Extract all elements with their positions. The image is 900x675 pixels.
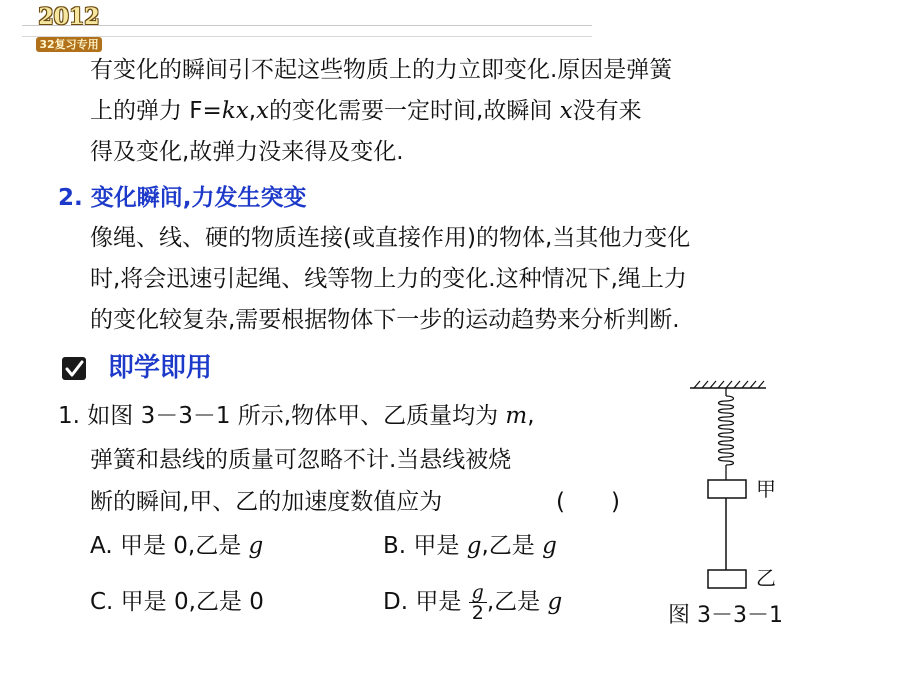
figure-caption: 图 3－3－1 xyxy=(668,603,783,628)
logo-year: 2012 xyxy=(38,4,100,30)
header-line xyxy=(22,25,592,26)
logo xyxy=(36,4,102,56)
question-text-end: , xyxy=(527,403,535,429)
answer-blank: ( ) xyxy=(556,489,620,515)
question-text: 1. 如图 3－3－1 所示,物体甲、乙质量均为 xyxy=(58,403,499,429)
paragraph-2-line-1: 像绳、线、硬的物质连接(或直接作用)的物体,当其他力变化 xyxy=(90,225,691,251)
math-var: g xyxy=(248,533,264,559)
text-segment: 上的弹力 F= xyxy=(90,98,222,124)
paragraph-2 xyxy=(90,218,690,341)
option-b-mid: ,乙是 xyxy=(481,533,535,559)
paragraph-2-line-3: 的变化较复杂,需要根据物体下一步的运动趋势来分析判断. xyxy=(90,307,680,333)
spring xyxy=(719,388,734,480)
section-heading-3: 即学即用 xyxy=(108,353,213,383)
paragraph-1-line-1: 有变化的瞬间引不起这些物质上的力立即变化.原因是弹簧 xyxy=(90,57,673,83)
question-line-2: 弹簧和悬线的质量可忽略不计.当悬线被烧 xyxy=(90,447,512,473)
option-b xyxy=(383,526,557,567)
option-b-text: B. 甲是 xyxy=(383,533,460,559)
block-jia-label: 甲 xyxy=(756,477,776,501)
text-segment: 没有来 xyxy=(572,98,642,124)
math-var: g xyxy=(547,589,563,615)
paragraph-1-line-3: 得及变化,故弹力没来得及变化. xyxy=(90,139,404,165)
math-var: kx xyxy=(221,98,249,124)
math-var: x xyxy=(559,98,573,124)
logo-subtitle: 32复习专用 xyxy=(36,37,102,52)
fraction xyxy=(469,582,487,623)
text-segment: 的变化需要一定时间,故瞬间 xyxy=(269,98,560,124)
ceiling xyxy=(690,381,766,388)
math-var: g xyxy=(466,533,482,559)
option-c: C. 甲是 0,乙是 0 xyxy=(90,589,264,615)
question-line-1 xyxy=(58,396,535,437)
header-line-secondary xyxy=(22,36,592,37)
math-var: m xyxy=(505,403,528,429)
block-yi-label: 乙 xyxy=(756,566,776,590)
paragraph-1-line-2 xyxy=(90,91,672,132)
block-yi xyxy=(708,570,746,588)
math-var: g xyxy=(542,533,557,559)
option-d-mid: ,乙是 xyxy=(486,589,541,615)
block-jia xyxy=(708,480,746,498)
fraction-denominator: 2 xyxy=(471,602,484,624)
option-d-text: D. 甲是 xyxy=(383,589,462,615)
question-line-3: 断的瞬间,甲、乙的加速度数值应为 xyxy=(90,489,443,515)
option-a-text: A. 甲是 0,乙是 xyxy=(90,533,242,559)
option-a xyxy=(90,526,263,567)
text-segment: , xyxy=(248,98,257,124)
section-heading-2: 2. 变化瞬间,力发生突变 xyxy=(58,185,307,211)
fraction-numerator: g xyxy=(469,582,487,603)
checkbox-icon xyxy=(60,355,90,383)
paragraph-1 xyxy=(90,50,672,173)
option-d xyxy=(383,582,562,623)
paragraph-2-line-2: 时,将会迅速引起绳、线等物上力的变化.这种情况下,绳上力 xyxy=(90,266,687,292)
math-var: x xyxy=(256,98,270,124)
